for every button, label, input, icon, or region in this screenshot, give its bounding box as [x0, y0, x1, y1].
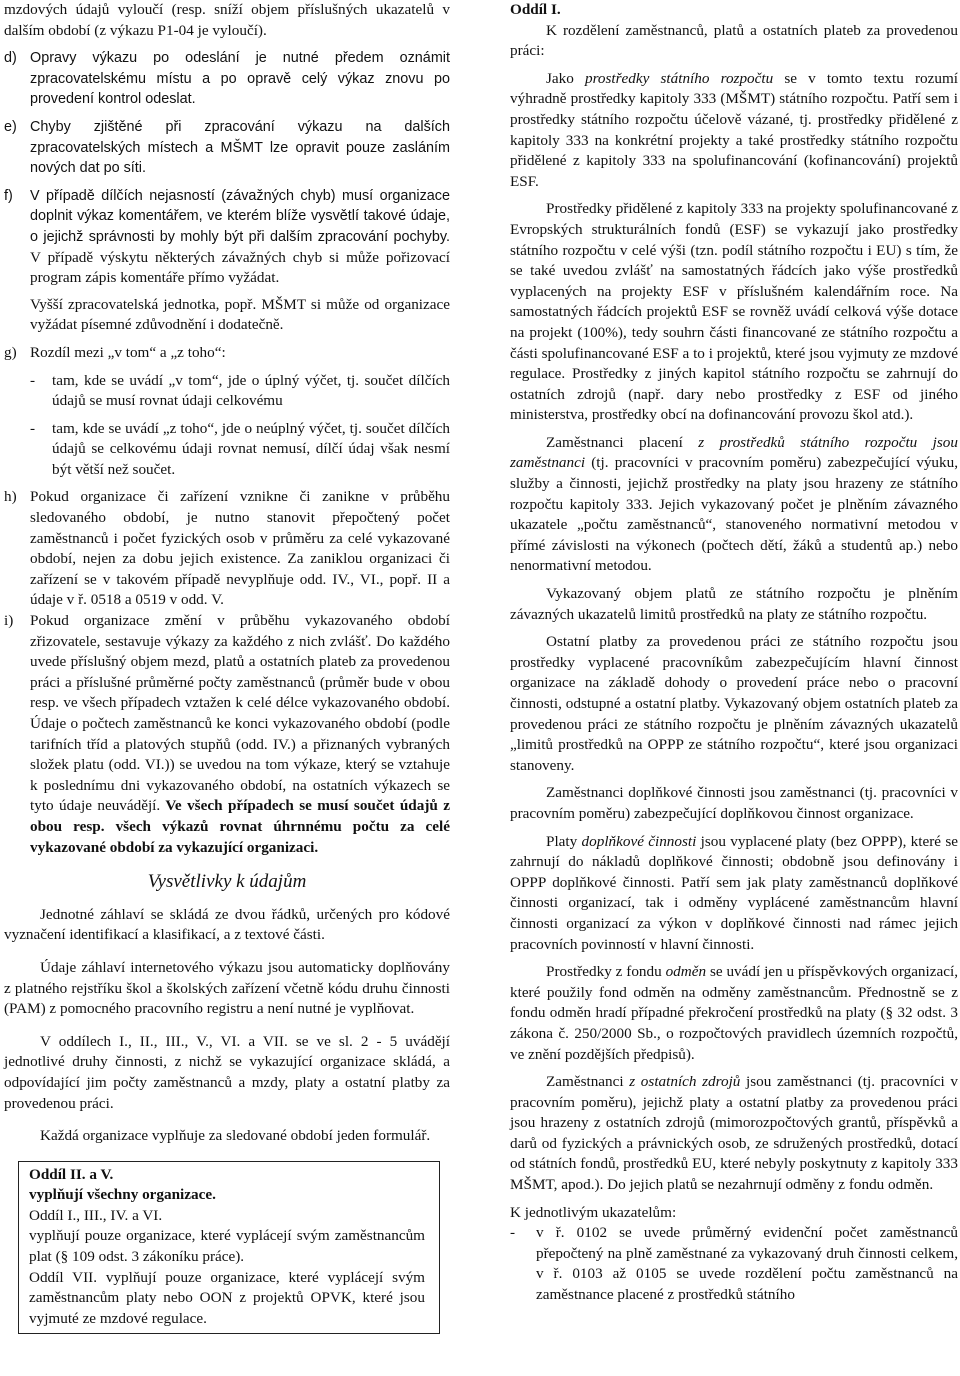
paragraph-other-payments: Ostatní platby za provedenou práci ze státního rozpočtu jsou prostředky vyplacené pracovníkům zabezpečujícím hlavní činnost organizace na základě dohody o provedení práce nebo o pracovní činnosti, odstupné a ostatní platby. Vykazovaný objem ostatních plateb za provedenou práci ze státního rozpočtu je plněním závazných ukazatelů „limitů prostředků na OPPP ze státního rozpočtu“, které jsou organizaci stanoveny.: [510, 633, 958, 774]
item-f-text-2: V případě výskytu některých závažných chyb si může pořizovací program zápis komentáře přímo vyžádat.: [30, 248, 450, 287]
item-f-text-1: V případě dílčích nejasností (závažných chyb) musí organizace doplnit výkaz komentářem, ve kterém blíže vysvětlí takové údaje, o jejichž správnosti by mohly být při dalším zpracování pochyby.: [30, 187, 450, 245]
box-text-3: Oddíl VII. vyplňují pouze organizace, které vyplácejí svým zaměstnancům platy nebo OON z projektů OPVK, které jsou vyjmuté ze mzdové regulace.: [29, 1268, 425, 1327]
info-box: [18, 1161, 440, 1335]
box-heading-1: Oddíl II. a V.: [29, 1165, 114, 1183]
paragraph-side-activity-employees: Zaměstnanci doplňkové činnosti jsou zaměstnanci (tj. pracovníci v pracovním poměru) zabezpečující doplňkovou činnost organizace.: [510, 784, 958, 822]
paragraph-intro: K rozdělení zaměstnanců, platů a ostatních plateb za provedenou práci:: [510, 21, 958, 60]
dash-item-1: - tam, kde se uvádí „v tom“, jde o úplný výčet, tj. součet dílčích údajů se musí rovnat údaji celkovému: [30, 371, 450, 410]
section-heading: Vysvětlivky k údajům: [147, 871, 307, 893]
item-f-text-3: Vyšší zpracovatelská jednotka, popř. MŠMT si může od organizace vyžádat písemné zdůvodnění i dodatečně.: [30, 295, 450, 334]
section-title: Oddíl I.: [510, 1, 561, 18]
list-item-g: g) Rozdíl mezi „v tom“ a „z toho“:: [4, 343, 226, 361]
item-i-text: Pokud organizace změní v průběhu vykazovaného období zřizovatele, sestavuje výkazy za každého z nich zvlášť. Do každého uvede příslušný objem mezd, platů a ostatních plateb za provedenou práci a příslušné průměrné počty zaměstnanců (průměr bude v obou resp. ve všech případech vztažen k celé délce vykazovaného období. Údaje o počtech zaměstnanců ke konci vykazovaného období (podle tarifních tříd a platových stupňů (odd. IV.) a přiznaných vybraných složek platu (odd. VI.)) se uvedou na tom výkaze, který se vztahuje k poslednímu dni vykazovaného období, na ostatních výkazech se tyto údaje neuvádějí.: [30, 612, 450, 815]
list-item-e: e) Chyby zjištěné při zpracování výkazu na dalších zpracovatelských místech a MŠMT lze opravit pouze zasláním nových dat po síti.: [4, 118, 450, 177]
item-i-bold-text: Ve všech případech se musí součet údajů z obou resp. všech výkazů rovnat úhrnnému počtu za celé vykazované období za vykazující organizaci.: [30, 797, 450, 856]
left-column: [4, 0, 450, 1334]
box-text-2: vyplňují pouze organizace, které vyplácejí svým zaměstnancům plat (§ 109 odst. 3 zákoníku práce).: [29, 1227, 425, 1266]
paragraph-form: Každá organizace vyplňuje za sledované období jeden formulář.: [40, 1127, 431, 1145]
dash-item-2: - tam, kde se uvádí „z toho“, jde o neúplný výčet, tj. součet dílčích údajů se celkovému údaji rovnat nemusí, dílčí údaj však nesmí být větší než součet.: [30, 419, 450, 478]
list-item-indicator: - v ř. 0102 se uvede průměrný evidenční počet zaměstnanců přepočtený na plně zaměstnané za vykazovaný druh činnosti celkem, v ř. 0103 až 0105 se uvede rozdělení počtu zaměstnanců na zaměstnance placené z prostředků státního: [510, 1224, 958, 1304]
paragraph-side-activity-salaries: Platy doplňkové činnosti jsou vyplacené platy (bez OPPP), které se zahrnují do nákladů doplňkové činnosti; obdobně jsou definovány i OPPP doplňkové činnosti. Patří sem jak platy zaměstnanců doplňkové činnosti organizací, tak i odměny vyplácené zaměstnancům hlavní činnosti organizací za výkon v doplňkové činnosti nad rámec jejich pracovních povinností v hlavní činnosti.: [510, 832, 958, 953]
paragraph-indicators: K jednotlivým ukazatelům:: [510, 1203, 677, 1221]
paragraph-sections: V oddílech I., II., III., V., VI. a VII. se ve sl. 2 - 5 uvádějí jednotlivé druhy činnosti, z nichž se vykazující organizace skládá, a odpovídající jim počty zaměstnanců a mzdy, platy a ostatní platby za provedenou práci.: [4, 1032, 450, 1112]
box-heading-1b: vyplňují všechny organizace.: [29, 1186, 216, 1204]
box-heading-2: Oddíl I., III., IV. a VI.: [29, 1206, 163, 1224]
paragraph-employees-state: Zaměstnanci placení z prostředků státního rozpočtu jsou zaměstnanci (tj. pracovníci v pracovním poměru) zabezpečující výuku, služby a činnosti, jejichž prostředky na platy jsou hrazeny ze státního rozpočtu kapitoly 333. Jejich vykazovaný počet je plněním závazného ukazatele „počtu zaměstnanců“, stanoveného normativní metodou v přímé závislosti na výkonech (počtech dětí, žáků a studentů ap.) nebo nenormativní metodou.: [510, 433, 958, 575]
paragraph-header-data: Údaje záhlaví internetového výkazu jsou automaticky doplňovány z platného rejstříku škol a školských zařízení včetně kódu druhu činnosti (PAM) z pomocného pracovního registru a není nutné je vyplňovat.: [4, 958, 450, 1018]
paragraph-header: Jednotné záhlaví se skládá ze dvou řádků, určených pro kódové vyznačení identifikací a klasifikací, a z textové části.: [4, 905, 450, 944]
right-column: [510, 0, 958, 1306]
list-item-d: d) Opravy výkazu po odeslání je nutné předem oznámit zpracovatelskému místu a po opravě celý výkaz znovu po provedení kontrol odeslat.: [4, 50, 450, 108]
paragraph-salary-volume: Vykazovaný objem platů ze státního rozpočtu je plněním závazných ukazatelů limitů prostředků na platy ze státního rozpočtu.: [510, 585, 958, 623]
paragraph-other-sources: Zaměstnanci z ostatních zdrojů jsou zaměstnanci (tj. pracovníci v pracovním poměru), jejichž platy a ostatní platby za provedenou práci jsou hrazeny z ostatních zdrojů (mimorozpočtových grantů, příspěvků a darů od fyzických a právnických osob, ze sdružených prostředků, dotací od státních fondů, prostředků EU, které nebyly poskytnuty z kapitoly 333 MŠMT, apod.). Do jejich platů se nezahrnují odměny z fondu odměn.: [510, 1073, 959, 1194]
paragraph-esf: Prostředky přidělené z kapitoly 333 na projekty spolufinancované z Evropských strukturálních fondů (ESF) se vykazují jako prostředky státního rozpočtu v celé výši (tzn. podíl státního rozpočtu i EU) s tím, že se také uvedou zvlášť na samostatných řádcích jako výše prostředků vyplacených na projekty ESF v příslušném kalendářním roce. Na samostatných řádcích projektů ESF se rovněž uvádí celková výše dotace na projekt (100%), tedy souhrn části financované ze státního rozpočtu a části spolufinancované ESF a to i projektů, které jsou vyjmuty ze mzdové regulace. Prostředky z jiných kapitol státního rozpočtu se zahrnují do ostatních zdrojů (např. dary nebo prostředky z ESF od jiného ministerstva, prostředky obcí na dofinancování provozu škol atd.).: [510, 200, 958, 424]
list-item-i: i) Pokud organizace změní v průběhu vykazovaného období zřizovatele, sestavuje výkazy za každého z nich zvlášť. Do každého uvede příslušný objem mezd, platů a ostatních plateb za provedenou práci a příslušné průměrné počty zaměstnanců (průměr bude v obou resp. ve všech případech vztažen k celé délce vykazovaného období. Údaje o počtech zaměstnanců ke konci vykazovaného období (podle tarifních tříd a platových stupňů (odd. IV.) a přiznaných vybraných složek platu (odd. VI.)) se uvedou na tom výkaze, který se vztahuje k poslednímu dni vykazovaného období, na ostatních výkazech se tyto údaje neuvádějí. Ve všech případech se musí součet údajů z obou resp. všech výkazů rovnat úhrnnému počtu za celé vykazované období za vykazující organizaci.: [4, 612, 450, 856]
item-c-tail: mzdových údajů vyloučí (resp. sníží objem příslušných ukazatelů v dalším období (z výkazu P1-04 je vyloučí).: [4, 1, 450, 39]
paragraph-state-budget: Jako prostředky státního rozpočtu se v tomto textu rozumí výhradně prostředky kapitoly 333 (MŠMT) státního rozpočtu. Patří sem i prostředky státního rozpočtu účelově vázané, tj. prostředky přidělené z kapitoly 333 na konkrétní projekty a také prostředky státního rozpočtu přidělené z kapitoly 333 na spolufinancování (kofinancování) projektů ESF.: [510, 69, 958, 190]
list-item-h: h) Pokud organizace či zařízení vznikne či zanikne v průběhu sledovaného období, je nutno stanovit přepočtený počet zaměstnanců i počet fyzických osob v průměru za celé vykazované období, nejen za dobu jejich existence. Za zaniklou organizaci či zařízení se v takovém případě nevyplňuje odd. IV., VI., popř. II a údaje v ř. 0518 a 0519 v odd. V.: [4, 488, 450, 609]
list-item-f: f) V případě dílčích nejasností (závažných chyb) musí organizace doplnit výkaz komentářem, ve kterém blíže vysvětlí takové údaje, o jejichž správnosti by mohly být při dalším zpracování pochyby. V případě výskytu některých závažných chyb si může pořizovací program zápis komentáře přímo vyžádat. Vyšší zpracovatelská jednotka, popř. MŠMT si může od organizace vyžádat písemné zdůvodnění i dodatečně.: [4, 186, 450, 336]
paragraph-reward-fund: Prostředky z fondu odměn se uvádí jen u příspěvkových organizací, které použily fond odměn na odměny zaměstnancům. Přednostně se z fondu odměn hradí případné překročení prostředků na platy (§ 32 odst. 3 zákona č. 250/2000 Sb., o rozpočtových pravidlech územních rozpočtů, ve znění pozdějších předpisů).: [510, 963, 958, 1063]
